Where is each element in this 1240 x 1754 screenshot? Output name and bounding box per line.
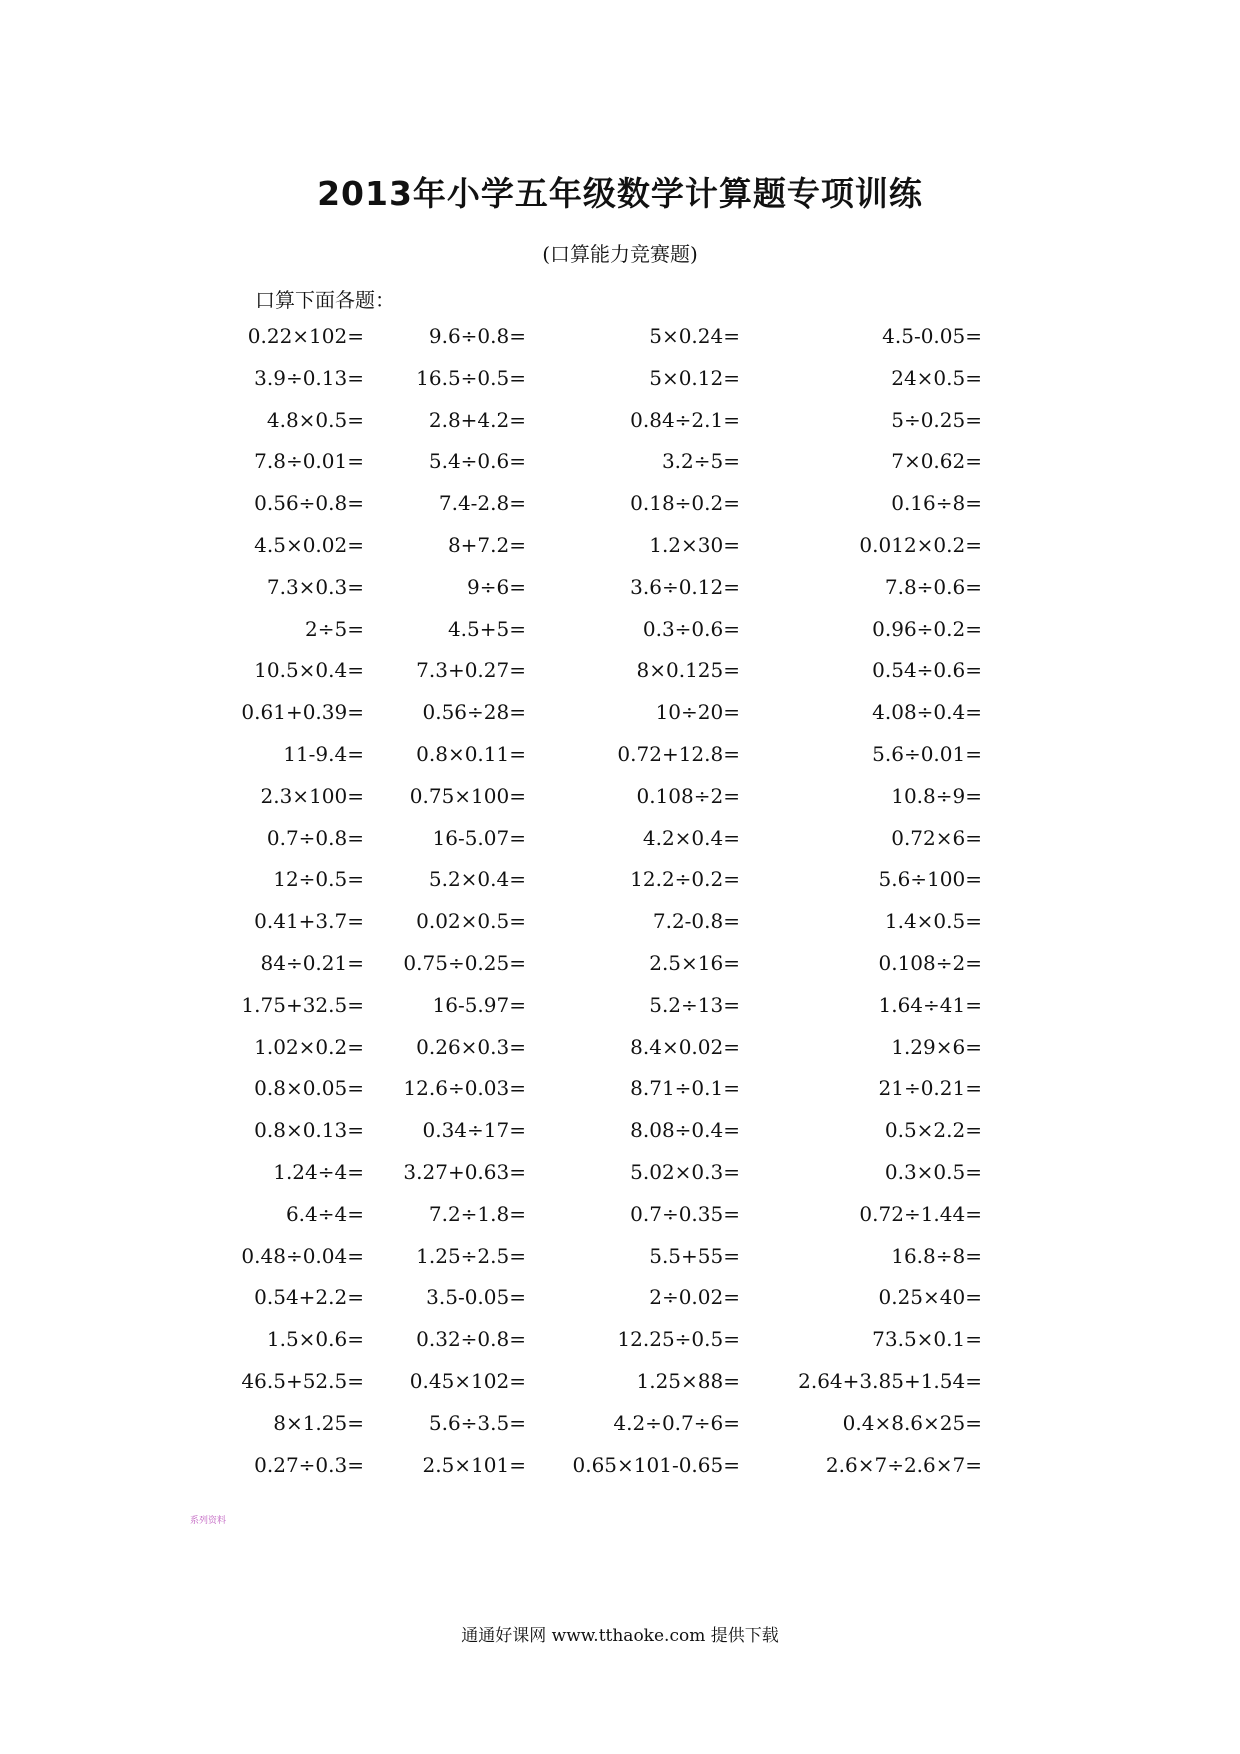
problem-item: 8+7.2=	[447, 532, 526, 557]
problem-item: 7.2÷1.8=	[428, 1201, 526, 1226]
problem-row	[0, 1321, 1240, 1363]
problem-row	[0, 360, 1240, 402]
problem-row	[0, 1070, 1240, 1112]
problem-item: 5÷0.25=	[891, 407, 982, 432]
footer-text: 通通好课网 www.tthaoke.com 提供下载	[461, 1626, 779, 1646]
problem-item: 21÷0.21=	[878, 1076, 982, 1101]
problem-row	[0, 1447, 1240, 1489]
problem-item: 8.71÷0.1=	[630, 1076, 740, 1101]
problem-item: 10.8÷9=	[891, 783, 982, 808]
problem-item: 0.56÷0.8=	[254, 491, 364, 516]
problem-item: 4.2÷0.7÷6=	[613, 1410, 740, 1435]
problem-item: 4.2×0.4=	[642, 825, 740, 850]
problem-item: 0.22×102=	[247, 324, 364, 348]
problem-row	[0, 903, 1240, 945]
problem-item: 12.6÷0.03=	[403, 1076, 526, 1101]
problem-item: 0.3÷0.6=	[642, 616, 740, 641]
problem-row	[0, 1029, 1240, 1071]
problem-item: 5.6÷100=	[878, 867, 982, 892]
problem-item: 0.108÷2=	[636, 783, 740, 808]
problem-item: 1.29×6=	[891, 1034, 982, 1059]
problem-item: 1.02×0.2=	[254, 1034, 364, 1059]
problem-item: 0.25×40=	[878, 1285, 982, 1310]
problem-item: 16.5÷0.5=	[416, 365, 526, 390]
problem-item: 0.8×0.11=	[416, 741, 526, 766]
problem-item: 2.6×7÷2.6×7=	[825, 1452, 982, 1477]
problem-item: 0.18÷0.2=	[630, 491, 740, 516]
problem-item: 0.34÷17=	[422, 1118, 526, 1143]
problem-row	[0, 1405, 1240, 1447]
problem-row	[0, 485, 1240, 527]
problem-item: 4.8×0.5=	[266, 407, 364, 432]
problem-item: 0.65×101-0.65=	[572, 1452, 740, 1477]
problem-item: 1.25÷2.5=	[416, 1243, 526, 1268]
problem-item: 2÷5=	[305, 616, 364, 641]
problem-item: 5.2÷13=	[649, 992, 740, 1017]
problem-row	[0, 861, 1240, 903]
problem-item: 0.41+3.7=	[254, 909, 364, 934]
problem-item: 8×1.25=	[273, 1410, 364, 1435]
problem-item: 16-5.97=	[432, 992, 526, 1017]
problem-item: 3.27+0.63=	[403, 1159, 526, 1184]
problem-item: 0.8×0.13=	[254, 1118, 364, 1143]
page-title: 2013年小学五年级数学计算题专项训练	[317, 174, 923, 213]
problem-item: 0.5×2.2=	[884, 1118, 982, 1143]
problem-item: 1.64÷41=	[878, 992, 982, 1017]
problem-row	[0, 443, 1240, 485]
problem-item: 5.4÷0.6=	[428, 449, 526, 474]
problem-item: 7.3+0.27=	[416, 658, 526, 683]
problem-item: 2.5×101=	[422, 1452, 526, 1477]
problem-item: 8.08÷0.4=	[630, 1118, 740, 1143]
problem-row	[0, 1238, 1240, 1280]
problem-item: 11-9.4=	[283, 741, 364, 766]
problem-item: 7.2-0.8=	[652, 909, 740, 934]
problem-row	[0, 569, 1240, 611]
problem-item: 4.08÷0.4=	[872, 700, 982, 725]
problem-item: 10÷20=	[655, 700, 740, 725]
problem-item: 1.24÷4=	[273, 1159, 364, 1184]
problem-item: 0.16÷8=	[891, 491, 982, 516]
problem-item: 0.72×6=	[891, 825, 982, 850]
problem-item: 10.5×0.4=	[254, 658, 364, 683]
problem-row	[0, 1154, 1240, 1196]
problem-item: 3.9÷0.13=	[254, 365, 364, 390]
problem-item: 16.8÷8=	[891, 1243, 982, 1268]
problem-item: 2.64+3.85+1.54=	[798, 1368, 982, 1393]
page-subtitle: (口算能力竞赛题)	[542, 242, 698, 266]
problem-item: 3.6÷0.12=	[630, 574, 740, 599]
problem-item: 12.2÷0.2=	[630, 867, 740, 892]
problem-row	[0, 527, 1240, 569]
problem-item: 0.02×0.5=	[416, 909, 526, 934]
problem-item: 2÷0.02=	[649, 1285, 740, 1310]
problem-item: 4.5+5=	[447, 616, 526, 641]
problem-item: 1.4×0.5=	[884, 909, 982, 934]
problem-row	[0, 318, 1240, 360]
problem-row	[0, 611, 1240, 653]
problem-item: 5×0.12=	[649, 365, 740, 390]
problem-item: 84÷0.21=	[260, 950, 364, 975]
problem-item: 0.26×0.3=	[416, 1034, 526, 1059]
problem-item: 8×0.125=	[636, 658, 740, 683]
problem-item: 2.3×100=	[260, 783, 364, 808]
problem-row	[0, 402, 1240, 444]
problem-item: 0.61+0.39=	[241, 700, 364, 725]
problem-item: 0.7÷0.8=	[266, 825, 364, 850]
problem-item: 73.5×0.1=	[872, 1327, 982, 1352]
problem-item: 0.45×102=	[409, 1368, 526, 1393]
problem-item: 0.96÷0.2=	[872, 616, 982, 641]
problem-item: 9÷6=	[467, 574, 526, 599]
problem-item: 0.56÷28=	[422, 700, 526, 725]
problem-item: 0.7÷0.35=	[630, 1201, 740, 1226]
problem-item: 0.84÷2.1=	[630, 407, 740, 432]
problem-item: 4.5-0.05=	[882, 324, 982, 348]
problem-item: 0.75×100=	[409, 783, 526, 808]
problem-item: 5.6÷0.01=	[872, 741, 982, 766]
problem-item: 0.4×8.6×25=	[842, 1410, 982, 1435]
problem-row	[0, 820, 1240, 862]
problem-item: 46.5+52.5=	[241, 1368, 364, 1393]
problem-item: 5.02×0.3=	[630, 1159, 740, 1184]
instruction-text: 口算下面各题：	[255, 288, 395, 312]
problem-row	[0, 736, 1240, 778]
problem-item: 3.2÷5=	[661, 449, 740, 474]
problem-item: 0.108÷2=	[878, 950, 982, 975]
problem-item: 0.54÷0.6=	[872, 658, 982, 683]
problem-item: 0.8×0.05=	[254, 1076, 364, 1101]
problem-item: 8.4×0.02=	[630, 1034, 740, 1059]
problem-row	[0, 1279, 1240, 1321]
problem-item: 7×0.62=	[891, 449, 982, 474]
problem-item: 2.8+4.2=	[428, 407, 526, 432]
problem-item: 9.6÷0.8=	[428, 324, 526, 348]
problem-row	[0, 652, 1240, 694]
problem-item: 0.32÷0.8=	[416, 1327, 526, 1352]
problem-item: 0.012×0.2=	[859, 532, 982, 557]
problem-item: 7.4-2.8=	[438, 491, 526, 516]
problem-item: 1.25×88=	[636, 1368, 740, 1393]
problem-item: 0.3×0.5=	[884, 1159, 982, 1184]
problem-item: 3.5-0.05=	[426, 1285, 526, 1310]
problem-item: 1.5×0.6=	[266, 1327, 364, 1352]
problem-item: 0.72÷1.44=	[859, 1201, 982, 1226]
problem-item: 5.5+55=	[649, 1243, 740, 1268]
problem-row	[0, 1112, 1240, 1154]
problem-item: 1.2×30=	[649, 532, 740, 557]
problem-item: 7.8÷0.01=	[254, 449, 364, 474]
problem-row	[0, 987, 1240, 1029]
problem-item: 7.3×0.3=	[266, 574, 364, 599]
problem-item: 7.8÷0.6=	[884, 574, 982, 599]
problem-item: 12.25÷0.5=	[617, 1327, 740, 1352]
problem-row	[0, 1363, 1240, 1405]
problem-item: 12÷0.5=	[273, 867, 364, 892]
problem-item: 1.75+32.5=	[241, 992, 364, 1017]
problem-row	[0, 694, 1240, 736]
problem-item: 5.6÷3.5=	[428, 1410, 526, 1435]
problem-item: 2.5×16=	[649, 950, 740, 975]
problem-item: 4.5×0.02=	[254, 532, 364, 557]
problem-item: 0.27÷0.3=	[254, 1452, 364, 1477]
problem-item: 0.72+12.8=	[617, 741, 740, 766]
problem-item: 5.2×0.4=	[428, 867, 526, 892]
problem-item: 0.75÷0.25=	[403, 950, 526, 975]
problem-row	[0, 778, 1240, 820]
problem-item: 5×0.24=	[649, 324, 740, 348]
problem-item: 24×0.5=	[891, 365, 982, 390]
problem-row	[0, 945, 1240, 987]
problem-grid	[0, 318, 1240, 1488]
problem-item: 6.4÷4=	[285, 1201, 364, 1226]
problem-item: 0.48÷0.04=	[241, 1243, 364, 1268]
problem-row	[0, 1196, 1240, 1238]
problem-item: 16-5.07=	[432, 825, 526, 850]
problem-item: 0.54+2.2=	[254, 1285, 364, 1310]
watermark-text: 系列资料	[190, 1516, 227, 1526]
